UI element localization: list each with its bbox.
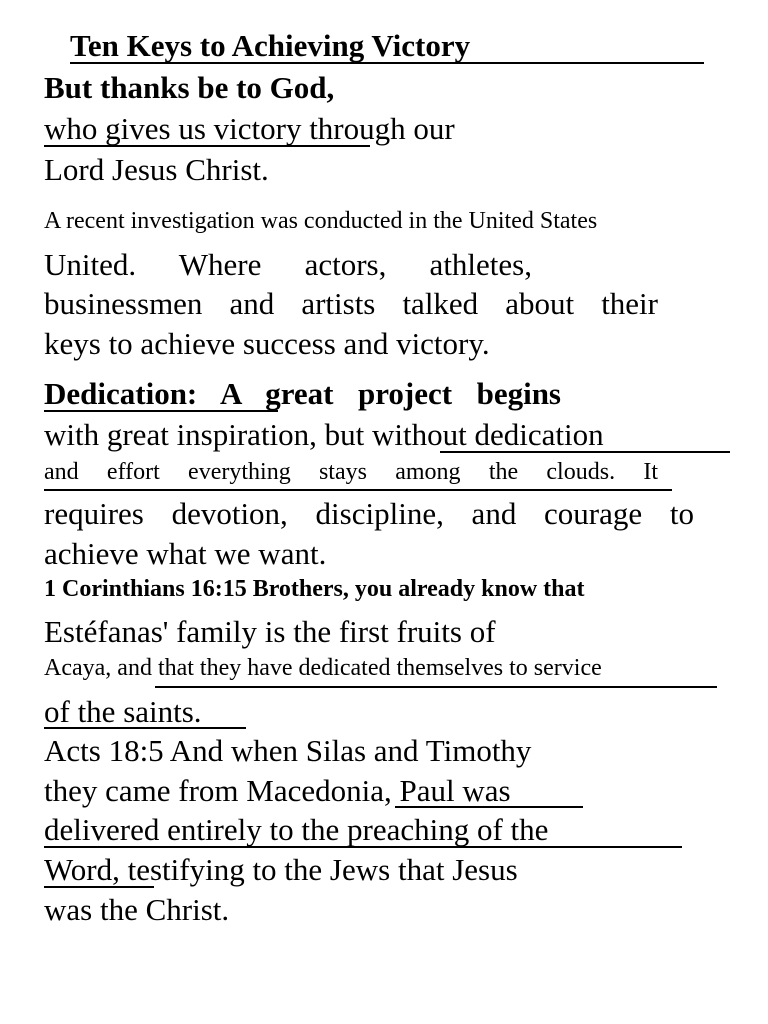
acts-underline-3 bbox=[44, 846, 682, 848]
verse-line-3: Lord Jesus Christ. bbox=[44, 152, 269, 187]
dedication-heading: Dedication: A great project begins bbox=[44, 376, 561, 411]
intro-line-1: A recent investigation was conducted in the United States bbox=[44, 208, 598, 234]
dedication-underline-2 bbox=[440, 451, 730, 453]
intro-line-4: keys to achieve success and victory. bbox=[44, 326, 490, 361]
intro-line-2: United. Where actors, athletes, bbox=[44, 247, 532, 282]
acts-underline-4 bbox=[44, 886, 154, 888]
acts-line-2: they came from Macedonia, Paul was bbox=[44, 773, 511, 808]
corinthians-line-2: Estéfanas' family is the first fruits of bbox=[44, 614, 496, 649]
verse-line-1: But thanks be to God, bbox=[44, 70, 335, 105]
acts-line-3: delivered entirely to the preaching of the bbox=[44, 812, 549, 847]
corinthians-reference: 1 Corinthians 16:15 Brothers, you already know that bbox=[44, 576, 585, 602]
corinthians-line-3: Acaya, and that they have dedicated themselves to service bbox=[44, 655, 602, 681]
acts-underline-2 bbox=[395, 806, 583, 808]
dedication-heading-underline bbox=[44, 410, 278, 412]
dedication-line-4: requires devotion, discipline, and courage to bbox=[44, 496, 694, 531]
dedication-line-5: achieve what we want. bbox=[44, 536, 327, 571]
title-underline bbox=[70, 62, 704, 64]
acts-line-4: Word, testifying to the Jews that Jesus bbox=[44, 852, 518, 887]
dedication-line-3: and effort everything stays among the clouds. It bbox=[44, 459, 658, 485]
dedication-underline-3 bbox=[44, 489, 672, 491]
corinthians-underline-3 bbox=[155, 686, 717, 688]
dedication-line-2: with great inspiration, but without dedication bbox=[44, 417, 604, 452]
document-title: Ten Keys to Achieving Victory bbox=[70, 28, 471, 63]
verse-line-2: who gives us victory through our bbox=[44, 111, 455, 146]
corinthians-underline-4 bbox=[44, 727, 246, 729]
corinthians-line-4: of the saints. bbox=[44, 694, 202, 729]
intro-line-3: businessmen and artists talked about their bbox=[44, 286, 658, 321]
acts-line-5: was the Christ. bbox=[44, 892, 230, 927]
acts-reference: Acts 18:5 And when Silas and Timothy bbox=[44, 733, 532, 768]
verse-underline bbox=[44, 145, 370, 147]
